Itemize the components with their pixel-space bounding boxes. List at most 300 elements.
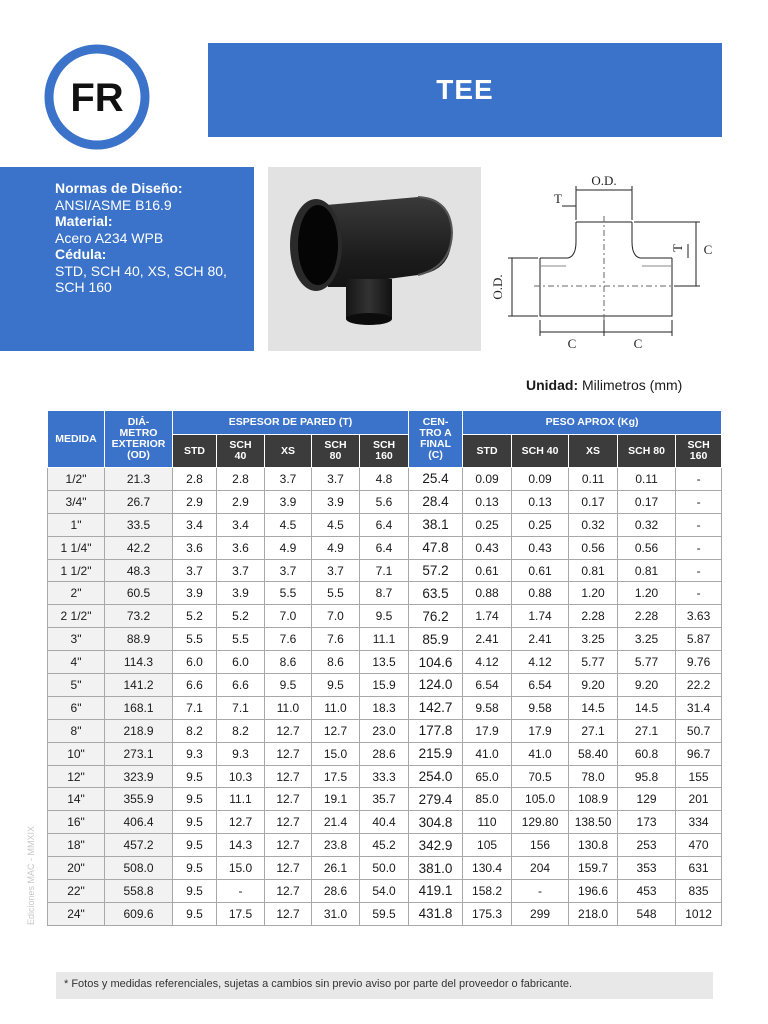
cell-w-std: 0.88 [463,582,512,605]
table-row [48,468,722,491]
cell-w-sch40: 70.5 [512,765,569,788]
table-row [48,742,722,765]
cell-w-sch40: 9.58 [512,696,569,719]
cell-t-sch40: 8.2 [217,719,265,742]
cell-w-sch80: 95.8 [618,765,676,788]
sub-peso-std: STD [463,435,512,468]
table-row [48,605,722,628]
cell-center: 76.2 [409,605,463,628]
cell-t-sch40: 6.0 [217,651,265,674]
cell-w-sch80: 0.17 [618,490,676,513]
table-row [48,628,722,651]
cell-w-sch80: 173 [618,811,676,834]
cell-w-std: 65.0 [463,765,512,788]
cell-t-sch40: 15.0 [217,857,265,880]
cell-t-sch160: 54.0 [360,880,409,903]
cell-od: 273.1 [105,742,173,765]
cell-w-sch80: 27.1 [618,719,676,742]
cell-t-std: 9.5 [173,902,217,925]
cell-t-xs: 12.7 [265,788,312,811]
cell-od: 42.2 [105,536,173,559]
header-peso: PESO APROX (Kg) [463,411,722,435]
cell-t-std: 8.2 [173,719,217,742]
cell-t-sch160: 4.8 [360,468,409,491]
cell-w-sch80: 2.28 [618,605,676,628]
cell-w-xs: 14.5 [569,696,618,719]
cell-t-sch160: 50.0 [360,857,409,880]
cell-t-std: 5.2 [173,605,217,628]
cell-w-sch160: 50.7 [676,719,722,742]
cell-w-sch40: 41.0 [512,742,569,765]
cell-size: 1" [48,513,105,536]
table-row [48,765,722,788]
cell-w-sch40: 0.88 [512,582,569,605]
cell-t-sch160: 6.4 [360,513,409,536]
cell-center: 25.4 [409,468,463,491]
table-row [48,834,722,857]
cell-od: 48.3 [105,559,173,582]
cell-t-sch80: 3.9 [312,490,360,513]
cell-w-std: 17.9 [463,719,512,742]
sub-peso-sch40: SCH 40 [512,435,569,468]
material-label: Material: [55,213,113,229]
cell-w-std: 2.41 [463,628,512,651]
cell-w-xs: 108.9 [569,788,618,811]
cell-t-std: 3.6 [173,536,217,559]
cell-t-sch80: 17.5 [312,765,360,788]
cell-w-std: 130.4 [463,857,512,880]
cell-t-xs: 12.7 [265,765,312,788]
cell-t-xs: 4.9 [265,536,312,559]
cell-w-sch80: 0.11 [618,468,676,491]
table-row [48,513,722,536]
cell-t-std: 3.4 [173,513,217,536]
watermark: Ediciones MAC - MMXIX [26,825,36,925]
cell-od: 457.2 [105,834,173,857]
cell-w-xs: 159.7 [569,857,618,880]
cell-t-sch40: 11.1 [217,788,265,811]
cell-t-sch40: 10.3 [217,765,265,788]
cell-w-std: 85.0 [463,788,512,811]
cell-t-std: 6.0 [173,651,217,674]
cell-od: 558.8 [105,880,173,903]
cell-size: 2 1/2" [48,605,105,628]
cell-w-std: 0.43 [463,536,512,559]
cell-w-std: 105 [463,834,512,857]
product-photo [268,167,481,351]
cell-t-sch160: 7.1 [360,559,409,582]
cell-center: 381.0 [409,857,463,880]
cell-t-std: 6.6 [173,674,217,697]
cell-w-sch40: 4.12 [512,651,569,674]
cell-w-sch80: 5.77 [618,651,676,674]
cell-center: 104.6 [409,651,463,674]
page-title: TEE [436,74,494,105]
cell-w-sch40: 129.80 [512,811,569,834]
cell-t-sch160: 6.4 [360,536,409,559]
cell-size: 10" [48,742,105,765]
table-row [48,651,722,674]
cell-t-xs: 7.6 [265,628,312,651]
cell-w-xs: 1.20 [569,582,618,605]
cell-t-sch80: 15.0 [312,742,360,765]
cell-w-sch40: 1.74 [512,605,569,628]
cell-size: 2" [48,582,105,605]
cell-t-xs: 12.7 [265,719,312,742]
sub-peso-xs: XS [569,435,618,468]
cell-t-std: 3.7 [173,559,217,582]
sub-peso-sch80: SCH 80 [618,435,676,468]
cell-t-sch160: 28.6 [360,742,409,765]
cell-t-sch40: 2.9 [217,490,265,513]
cell-size: 12" [48,765,105,788]
cell-size: 1/2" [48,468,105,491]
tee-fitting-image [268,167,481,351]
cell-t-sch40: 3.9 [217,582,265,605]
cell-center: 47.8 [409,536,463,559]
cell-w-sch40: 6.54 [512,674,569,697]
cell-t-sch40: 6.6 [217,674,265,697]
cell-w-xs: 196.6 [569,880,618,903]
cell-od: 355.9 [105,788,173,811]
diagram-od-side-label: O.D. [490,274,505,300]
cell-w-sch160: 3.63 [676,605,722,628]
sub-peso-sch160: SCH 160 [676,435,722,468]
cell-t-sch80: 3.7 [312,468,360,491]
diagram-c-side-label: C [703,242,713,257]
fr-logo [44,44,150,150]
cell-size: 20" [48,857,105,880]
table-row [48,559,722,582]
cell-t-sch40: 5.5 [217,628,265,651]
cell-w-sch80: 9.20 [618,674,676,697]
cell-od: 88.9 [105,628,173,651]
cell-size: 3" [48,628,105,651]
cell-od: 168.1 [105,696,173,719]
cell-od: 73.2 [105,605,173,628]
cell-w-sch40: 2.41 [512,628,569,651]
design-norm-value: ANSI/ASME B16.9 [55,196,172,213]
cell-center: 254.0 [409,765,463,788]
cell-t-std: 9.5 [173,857,217,880]
cell-t-sch40: 3.4 [217,513,265,536]
cell-w-sch160: 470 [676,834,722,857]
cell-center: 28.4 [409,490,463,513]
cell-w-sch40: 204 [512,857,569,880]
cell-w-sch80: 353 [618,857,676,880]
diagram-t-top-label: T [554,191,562,206]
cell-w-std: 41.0 [463,742,512,765]
cell-t-std: 9.5 [173,880,217,903]
cell-w-sch160: - [676,536,722,559]
cell-w-sch80: 3.25 [618,628,676,651]
diagram-c-bottom-right-label: C [633,336,643,351]
cell-w-std: 6.54 [463,674,512,697]
cell-size: 3/4" [48,490,105,513]
cell-t-sch40: 14.3 [217,834,265,857]
cell-t-sch40: - [217,880,265,903]
table-row [48,696,722,719]
cell-w-sch160: - [676,582,722,605]
table-row [48,811,722,834]
cell-w-sch40: 0.61 [512,559,569,582]
cell-t-sch80: 23.8 [312,834,360,857]
cell-t-sch160: 15.9 [360,674,409,697]
cell-t-std: 9.3 [173,742,217,765]
cell-t-sch80: 21.4 [312,811,360,834]
cell-t-sch40: 5.2 [217,605,265,628]
cell-size: 16" [48,811,105,834]
cell-t-sch160: 40.4 [360,811,409,834]
cell-size: 24" [48,902,105,925]
cell-t-std: 2.8 [173,468,217,491]
cell-t-sch80: 5.5 [312,582,360,605]
table-row [48,582,722,605]
cell-t-xs: 12.7 [265,742,312,765]
cell-t-sch40: 2.8 [217,468,265,491]
cell-w-sch80: 0.56 [618,536,676,559]
cell-od: 60.5 [105,582,173,605]
cell-t-sch160: 18.3 [360,696,409,719]
cell-w-sch40: 0.13 [512,490,569,513]
cell-w-sch80: 548 [618,902,676,925]
diagram-t-side-label: T [670,244,685,252]
cell-t-sch160: 8.7 [360,582,409,605]
cell-t-sch160: 59.5 [360,902,409,925]
cell-t-sch40: 17.5 [217,902,265,925]
cell-t-xs: 12.7 [265,902,312,925]
cell-w-sch160: 155 [676,765,722,788]
table-row [48,857,722,880]
cell-t-sch80: 12.7 [312,719,360,742]
cell-t-xs: 3.7 [265,559,312,582]
cell-t-std: 9.5 [173,788,217,811]
cell-w-sch160: - [676,468,722,491]
material-value: Acero A234 WPB [55,229,164,246]
specs-table-body [48,468,722,926]
cell-w-sch40: 0.43 [512,536,569,559]
cell-t-sch80: 31.0 [312,902,360,925]
cell-w-sch40: 156 [512,834,569,857]
cell-od: 114.3 [105,651,173,674]
cell-t-sch40: 3.7 [217,559,265,582]
header-od: DIÁ- METRO EXTERIOR (OD) [105,411,173,468]
cell-w-sch80: 0.32 [618,513,676,536]
table-row [48,536,722,559]
cell-od: 33.5 [105,513,173,536]
cell-size: 22" [48,880,105,903]
cell-w-xs: 0.32 [569,513,618,536]
cell-w-sch40: - [512,880,569,903]
cell-t-sch80: 11.0 [312,696,360,719]
cell-w-xs: 0.17 [569,490,618,513]
schedule-label: Cédula: [55,246,107,262]
cell-w-std: 175.3 [463,902,512,925]
cell-t-sch80: 19.1 [312,788,360,811]
cell-center: 431.8 [409,902,463,925]
cell-w-sch40: 17.9 [512,719,569,742]
cell-w-xs: 218.0 [569,902,618,925]
cell-od: 26.7 [105,490,173,513]
cell-t-sch160: 11.1 [360,628,409,651]
cell-size: 5" [48,674,105,697]
cell-w-std: 0.13 [463,490,512,513]
cell-center: 279.4 [409,788,463,811]
cell-t-sch160: 9.5 [360,605,409,628]
cell-t-std: 3.9 [173,582,217,605]
cell-t-xs: 4.5 [265,513,312,536]
schedule-value-line1: STD, SCH 40, XS, SCH 80, [55,262,227,279]
cell-t-xs: 7.0 [265,605,312,628]
cell-w-sch40: 299 [512,902,569,925]
cell-od: 609.6 [105,902,173,925]
cell-t-xs: 3.9 [265,490,312,513]
cell-center: 38.1 [409,513,463,536]
cell-w-std: 1.74 [463,605,512,628]
cell-w-xs: 5.77 [569,651,618,674]
cell-w-sch40: 105.0 [512,788,569,811]
cell-center: 419.1 [409,880,463,903]
sub-esp-sch80: SCH 80 [312,435,360,468]
diagram-c-bottom-left-label: C [567,336,577,351]
cell-w-sch80: 129 [618,788,676,811]
cell-t-xs: 5.5 [265,582,312,605]
cell-t-xs: 12.7 [265,811,312,834]
cell-w-sch80: 453 [618,880,676,903]
sub-esp-std: STD [173,435,217,468]
cell-t-xs: 9.5 [265,674,312,697]
cell-od: 21.3 [105,468,173,491]
tee-dimension-diagram [490,170,720,355]
cell-t-xs: 12.7 [265,880,312,903]
cell-size: 4" [48,651,105,674]
cell-center: 215.9 [409,742,463,765]
cell-t-sch80: 28.6 [312,880,360,903]
cell-center: 304.8 [409,811,463,834]
cell-w-sch40: 0.09 [512,468,569,491]
cell-t-sch40: 3.6 [217,536,265,559]
sub-esp-sch160: SCH 160 [360,435,409,468]
cell-w-sch160: 631 [676,857,722,880]
cell-t-std: 7.1 [173,696,217,719]
cell-t-xs: 8.6 [265,651,312,674]
table-row [48,490,722,513]
cell-w-sch160: 201 [676,788,722,811]
cell-w-std: 9.58 [463,696,512,719]
cell-od: 508.0 [105,857,173,880]
cell-center: 342.9 [409,834,463,857]
footnote: * Fotos y medidas referenciales, sujetas a cambios sin previo aviso por parte del proveedor o fabricante. [56,972,713,999]
cell-t-sch160: 23.0 [360,719,409,742]
cell-t-sch80: 9.5 [312,674,360,697]
cell-center: 63.5 [409,582,463,605]
cell-t-sch80: 8.6 [312,651,360,674]
cell-size: 1 1/2" [48,559,105,582]
cell-w-sch80: 0.81 [618,559,676,582]
cell-t-xs: 12.7 [265,857,312,880]
header-medida: MEDIDA [48,411,105,468]
cell-od: 218.9 [105,719,173,742]
cell-size: 14" [48,788,105,811]
cell-w-sch160: 5.87 [676,628,722,651]
cell-w-sch160: 835 [676,880,722,903]
cell-size: 18" [48,834,105,857]
sub-esp-sch40: SCH 40 [217,435,265,468]
cell-t-sch40: 9.3 [217,742,265,765]
schedule-value-line2: SCH 160 [55,279,112,295]
sub-esp-xs: XS [265,435,312,468]
cell-size: 8" [48,719,105,742]
cell-center: 142.7 [409,696,463,719]
cell-w-sch80: 253 [618,834,676,857]
cell-t-std: 9.5 [173,811,217,834]
table-row [48,674,722,697]
logo-text: FR [70,76,124,120]
cell-t-sch40: 7.1 [217,696,265,719]
diagram-od-top-label: O.D. [591,173,617,188]
cell-t-sch160: 5.6 [360,490,409,513]
spec-info-box [0,167,254,351]
cell-t-std: 5.5 [173,628,217,651]
cell-t-sch80: 26.1 [312,857,360,880]
header-espesor: ESPESOR DE PARED (T) [173,411,409,435]
cell-t-xs: 3.7 [265,468,312,491]
cell-t-xs: 12.7 [265,834,312,857]
table-row [48,880,722,903]
cell-w-xs: 9.20 [569,674,618,697]
design-norm-label: Normas de Diseño: [55,180,183,196]
cell-t-sch160: 45.2 [360,834,409,857]
cell-w-xs: 3.25 [569,628,618,651]
cell-w-xs: 0.56 [569,536,618,559]
cell-w-xs: 78.0 [569,765,618,788]
specs-table [47,410,722,926]
cell-w-sch40: 0.25 [512,513,569,536]
cell-w-std: 158.2 [463,880,512,903]
cell-t-sch80: 4.5 [312,513,360,536]
cell-w-xs: 2.28 [569,605,618,628]
cell-w-xs: 27.1 [569,719,618,742]
cell-t-std: 9.5 [173,765,217,788]
cell-w-std: 0.09 [463,468,512,491]
cell-od: 323.9 [105,765,173,788]
cell-w-xs: 130.8 [569,834,618,857]
cell-t-sch40: 12.7 [217,811,265,834]
cell-t-std: 9.5 [173,834,217,857]
table-row [48,719,722,742]
cell-t-sch80: 7.0 [312,605,360,628]
cell-w-sch160: - [676,513,722,536]
cell-w-sch160: - [676,559,722,582]
cell-w-xs: 0.81 [569,559,618,582]
unit-value: Milimetros (mm) [582,377,683,393]
cell-w-sch160: 334 [676,811,722,834]
cell-center: 85.9 [409,628,463,651]
header-centro: CEN- TRO A FINAL (C) [409,411,463,468]
cell-center: 124.0 [409,674,463,697]
cell-w-std: 0.25 [463,513,512,536]
cell-od: 141.2 [105,674,173,697]
cell-w-sch160: 31.4 [676,696,722,719]
cell-size: 6" [48,696,105,719]
cell-w-std: 110 [463,811,512,834]
title-bar [208,43,722,137]
cell-t-sch160: 35.7 [360,788,409,811]
cell-w-sch80: 1.20 [618,582,676,605]
cell-t-sch80: 4.9 [312,536,360,559]
cell-w-sch160: 1012 [676,902,722,925]
cell-w-sch80: 60.8 [618,742,676,765]
